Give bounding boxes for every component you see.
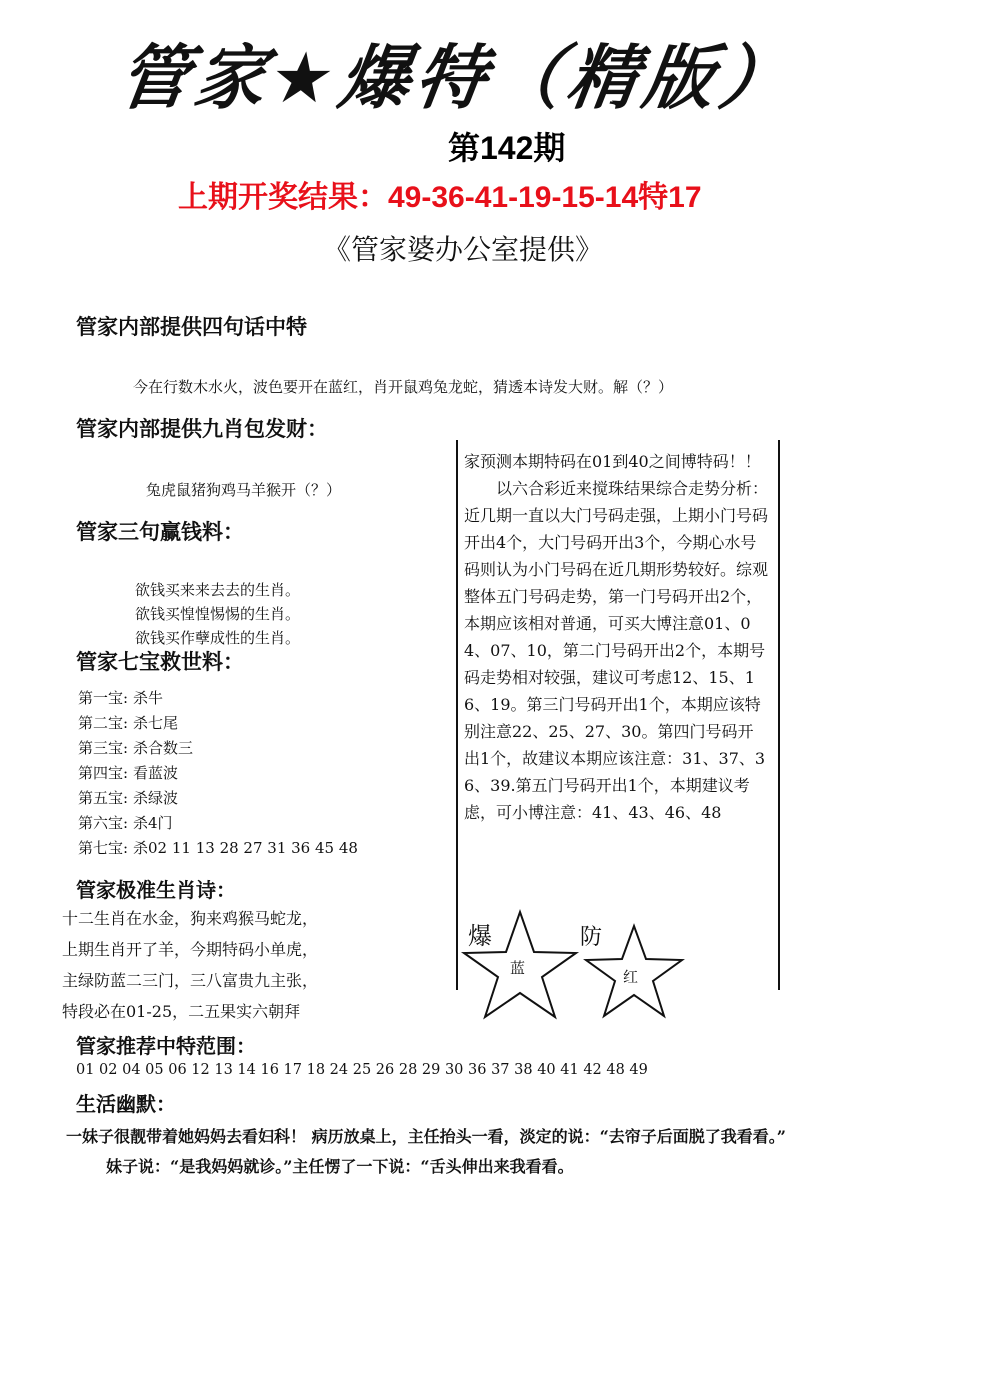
treasure-row bbox=[78, 761, 358, 786]
analysis-intro: 家预测本期特码在01到40之间博特码！！ bbox=[464, 452, 761, 471]
provider-line: 《管家婆办公室提供》 bbox=[323, 233, 604, 266]
treasure-value: 杀合数三 bbox=[133, 739, 194, 757]
poem-line: 十二生肖在水金，狗来鸡猴马蛇龙， bbox=[62, 909, 319, 928]
treasure-label: 第六宝: bbox=[78, 814, 129, 832]
treasure-label: 第三宝: bbox=[78, 739, 129, 757]
treasure-value: 杀绿波 bbox=[133, 789, 179, 807]
rhyme-line: 欲钱买来来去去的生肖。 bbox=[135, 581, 301, 599]
seven-treasures-heading: 管家七宝救世料： bbox=[76, 649, 244, 674]
poem-line: 特段必在01-25，二五果实六朝拜 bbox=[62, 1002, 301, 1021]
range-heading: 管家推荐中特范围： bbox=[76, 1034, 256, 1058]
three-sentences-heading: 管家三句赢钱料： bbox=[76, 519, 244, 544]
humor-line: 妹子说：“是我妈妈就诊。”主任愣了一下说：“舌头伸出来我看看。 bbox=[106, 1157, 574, 1176]
treasure-row bbox=[78, 786, 358, 811]
range-numbers: 01 02 04 05 06 12 13 14 16 17 18 24 25 26 28 29 30 36 37 38 40 41 42 48 49 bbox=[76, 1062, 648, 1078]
treasure-label: 第七宝: bbox=[78, 839, 129, 857]
humor-text bbox=[66, 1122, 786, 1182]
star-inner-text: 红 bbox=[623, 968, 639, 986]
analysis-text bbox=[464, 448, 769, 826]
page-title: 管家★爆特（精版） bbox=[113, 37, 802, 119]
poem-line: 上期生肖开了羊，今期特码小单虎， bbox=[62, 940, 319, 959]
treasure-value: 杀4门 bbox=[133, 814, 173, 832]
treasure-value: 杀02 11 13 28 27 31 36 45 48 bbox=[133, 839, 358, 857]
treasure-row bbox=[78, 836, 358, 861]
four-sentences-text: 今在行数木水火，波色要开在蓝红，肖开鼠鸡兔龙蛇，猜透本诗发大财。解（？） bbox=[133, 378, 674, 396]
star-label: 爆 bbox=[468, 922, 492, 950]
treasure-row bbox=[78, 686, 358, 711]
star-label: 防 bbox=[580, 925, 603, 950]
issue-number: 第142期 bbox=[448, 130, 566, 166]
treasure-value: 杀牛 bbox=[133, 689, 164, 707]
treasure-label: 第五宝: bbox=[78, 789, 129, 807]
seven-treasures-list bbox=[78, 686, 358, 861]
nine-zodiac-heading: 管家内部提供九肖包发财： bbox=[76, 416, 328, 441]
humor-line: 一妹子很靓带着她妈妈去看妇科！ 病历放桌上，主任抬头一看，淡定的说：“去帘子后面脱了我看看。” bbox=[66, 1127, 786, 1146]
poem-line: 主绿防蓝二三门，三八富贵九主张， bbox=[62, 971, 319, 990]
star-inner-text: 蓝 bbox=[510, 959, 526, 977]
last-result: 上期开奖结果：49-36-41-19-15-14特17 bbox=[178, 181, 702, 214]
rhyme-line: 欲钱买作孽成性的生肖。 bbox=[135, 629, 301, 647]
humor-heading: 生活幽默： bbox=[76, 1092, 176, 1116]
treasure-label: 第二宝: bbox=[78, 714, 129, 732]
poem-heading: 管家极准生肖诗： bbox=[76, 878, 236, 902]
treasure-value: 杀七尾 bbox=[133, 714, 179, 732]
four-sentences-heading: 管家内部提供四句话中特 bbox=[76, 314, 307, 339]
zodiac-poem bbox=[62, 903, 318, 1027]
treasure-label: 第四宝: bbox=[78, 764, 129, 782]
star-graphics bbox=[458, 900, 698, 1025]
rhyme-line: 欲钱买惶惶惕惕的生肖。 bbox=[135, 605, 301, 623]
treasure-value: 看蓝波 bbox=[133, 764, 179, 782]
treasure-row bbox=[78, 736, 358, 761]
treasure-row bbox=[78, 711, 358, 736]
treasure-label: 第一宝: bbox=[78, 689, 129, 707]
three-sentences-list bbox=[135, 578, 300, 650]
treasure-row bbox=[78, 811, 358, 836]
nine-zodiac-text: 兔虎鼠猪狗鸡马羊猴开（？） bbox=[146, 481, 342, 499]
analysis-body: 以六合彩近来搅珠结果综合走势分析：近几期一直以大门号码走强，上期小门号码开出4个，大门号码开出3个，今期心水号码则认为小门号码在近几期形势较好。综观整体五门号码走势，第一门号码开出2个，本期应该相对普通，可买大博注意01、04、07、10，第二门号码开出2个，本期号码走势相对较强，建议可考虑12、15、16、19。第三门号码开出1个，本期应该特别注意22、25、27、30。第四门号码开出1个，故建议本期应该注意：31、37、36、39.第五门号码开出1个，本期建议考虑，可小博注意：41、43、46、48 bbox=[464, 479, 769, 822]
